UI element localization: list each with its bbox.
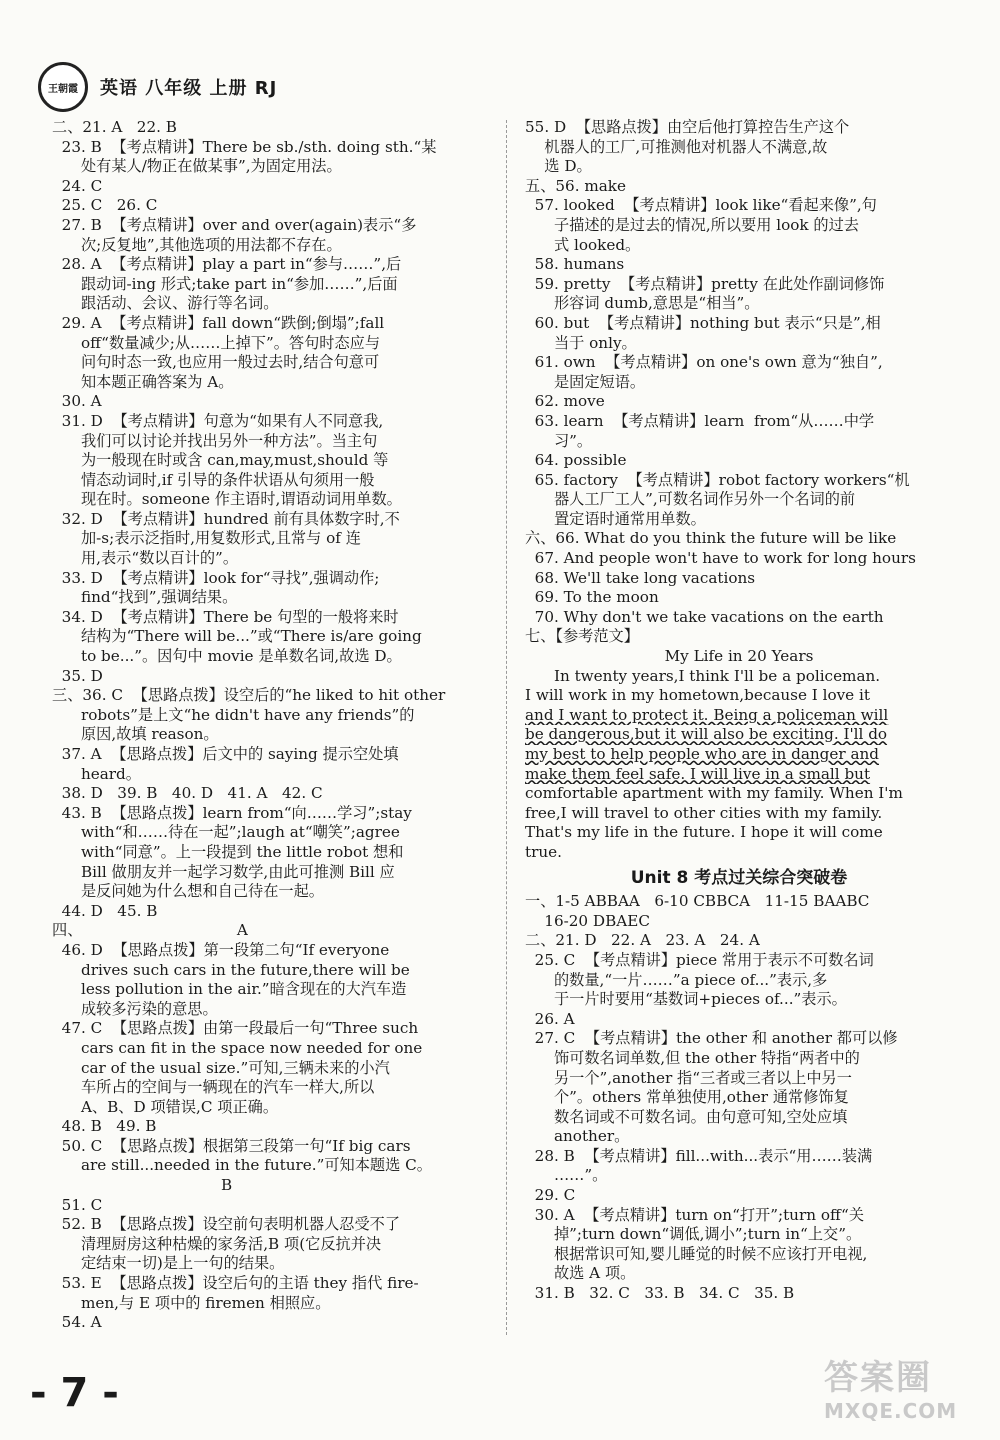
left_lines-line: 成较多污染的意思。 xyxy=(52,999,218,1018)
unit8.lines-line: 28. B 【考点精讲】fill...with...表示“用……装满 xyxy=(525,1146,873,1165)
right_lines_a-line: 器人工厂工人”,可数名词作另外一个名词的前 xyxy=(525,490,856,509)
left_lines-line: 32. D 【考点精讲】hundred 前有具体数字时,不 xyxy=(52,509,400,528)
unit8.lines-line: 26. A xyxy=(525,1009,575,1028)
right_lines_a-line: 形容词 dumb,意思是“相当”。 xyxy=(525,294,760,313)
left_lines-line: men,与 E 项中的 firemen 相照应。 xyxy=(52,1293,331,1312)
unit8.lines-line: 个”。others 常单独使用,other 通常修饰复 xyxy=(525,1088,849,1107)
right_lines_a-line: 是固定短语。 xyxy=(525,372,646,391)
right_lines_a-line: 五、56. make xyxy=(525,176,627,195)
right_lines_a-line: 六、66. What do you think the future will be like xyxy=(525,529,897,548)
left_lines-line: 29. A 【考点精讲】fall down“跌倒;倒塌”;fall xyxy=(52,313,385,332)
left-column xyxy=(52,118,484,1333)
right_lines_a-line: 当于 only。 xyxy=(525,333,637,352)
essay.lines-line: comfortable apartment with my family. When I'm xyxy=(525,784,903,803)
right_lines_a-line: 62. move xyxy=(525,392,605,411)
left_lines-line: are still...needed in the future.”可知本题选 C。 xyxy=(52,1156,432,1175)
left_lines-line: 我们可以讨论并找出另外一种方法”。当主句 xyxy=(52,431,378,450)
left_lines-line: 二、21. A 22. B xyxy=(52,118,177,136)
left_lines-line: 53. E 【思路点拨】设空后句的主语 they 指代 fire- xyxy=(52,1274,419,1293)
unit8.lines-line: 数名词或不可数名词。由句意可知,空处应填 xyxy=(525,1107,848,1126)
right_lines_a-line: 65. factory 【考点精讲】robot factory workers“机 xyxy=(525,470,910,489)
unit8.lines-line: 一、1-5 ABBAA 6-10 CBBCA 11-15 BAABC xyxy=(525,892,870,911)
left_lines-line: 处有某人/物正在做某事”,为固定用法。 xyxy=(52,157,342,176)
left_lines-line: 为一般现在时或含 can,may,must,should 等 xyxy=(52,451,389,470)
watermark-url: MXQE.COM xyxy=(824,1399,958,1423)
left_lines-line: 是反问她为什么想和自己待在一起。 xyxy=(52,882,324,901)
right-column xyxy=(525,118,953,1304)
right_lines_a-line: 55. D 【思路点拨】由空后他打算控告生产这个 xyxy=(525,118,850,136)
right_lines_a-line: 式 looked。 xyxy=(525,235,641,254)
essay.lines-line: free,I will travel to other cities with my family. xyxy=(525,803,883,822)
watermark xyxy=(824,1350,984,1423)
right_lines_a-line: 选 D。 xyxy=(525,157,592,176)
left_lines-line: 38. D 39. B 40. D 41. A 42. C xyxy=(52,784,323,803)
unit8.lines-line: 另一个”,another 指“三者或三者以上中另一 xyxy=(525,1068,852,1087)
left_lines-line: 四、 A xyxy=(52,921,248,940)
unit8.lines-line: 故选 A 项。 xyxy=(525,1264,636,1283)
left_lines-line: 次;反复地”,其他选项的用法都不存在。 xyxy=(52,235,342,254)
right_lines_a-line: 68. We'll take long vacations xyxy=(525,568,756,587)
left_lines-line: 现在时。someone 作主语时,谓语动词用单数。 xyxy=(52,490,402,509)
right_lines_a-line: 七、【参考范文】 xyxy=(525,627,639,646)
right_lines_a-line: 58. humans xyxy=(525,255,625,274)
left_lines-line: 44. D 45. B xyxy=(52,901,158,920)
book-title: 英语 八年级 上册 RJ xyxy=(100,78,278,99)
left_lines-line: off“数量减少;从……上掉下”。答句时态应与 xyxy=(52,333,381,352)
left_lines-line: 30. A xyxy=(52,392,102,411)
unit8.lines-line: another。 xyxy=(525,1127,630,1146)
left_lines-line: 37. A 【思路点拨】后文中的 saying 提示空处填 xyxy=(52,745,399,763)
left_lines-line: 用,表示“数以百计的”。 xyxy=(52,549,239,568)
left_lines-line: 28. A 【考点精讲】play a part in“参与……”,后 xyxy=(52,255,402,274)
left_lines-line: 54. A xyxy=(52,1313,102,1332)
left_lines-line: 定结束一切)是上一句的结果。 xyxy=(52,1254,285,1273)
left_lines-line: 三、36. C 【思路点拨】设空后的“he liked to hit other xyxy=(52,686,446,705)
left_lines-line: find“找到”,强调结果。 xyxy=(52,588,238,607)
left_lines-line: to be...”。因句中 movie 是单数名词,故选 D。 xyxy=(52,647,402,666)
left_lines-line: 27. B 【考点精讲】over and over(again)表示“多 xyxy=(52,215,417,234)
unit8.lines-line: 29. C xyxy=(525,1186,576,1205)
unit8.lines-line: 掉”;turn down“调低,调小”;turn in“上交”。 xyxy=(525,1225,862,1244)
page-number: - 7 - xyxy=(30,1370,119,1416)
left_lines-line: 52. B 【思路点拨】设空前句表明机器人忍受不了 xyxy=(52,1215,401,1234)
page-header xyxy=(38,62,277,112)
unit8.lines-line: 根据常识可知,婴儿睡觉的时候不应该打开电视, xyxy=(525,1244,868,1263)
right_lines_a-line: 64. possible xyxy=(525,451,627,470)
right_lines_a-line: 70. Why don't we take vacations on the earth xyxy=(525,607,884,626)
unit8.lines-line: 16-20 DBAEC xyxy=(525,911,650,930)
essay.lines-line: In twenty years,I think I'll be a policeman. xyxy=(525,666,881,685)
unit8.lines-line: 于一片时要用“基数词+pieces of...”表示。 xyxy=(525,990,847,1009)
unit8.lines-line: 25. C 【考点精讲】piece 常用于表示不可数名词 xyxy=(525,950,874,969)
essay-body xyxy=(525,667,953,863)
left_lines-line: robots”是上文“he didn't have any friends”的 xyxy=(52,705,415,724)
essay.lines-line: true. xyxy=(525,842,562,861)
right_lines_a-line: 60. but 【考点精讲】nothing but 表示“只是”,相 xyxy=(525,313,881,332)
left_lines-line: with“和……待在一起”;laugh at“嘲笑”;agree xyxy=(52,823,400,842)
left_lines-line: less pollution in the air.”暗含现在的大汽车造 xyxy=(52,980,407,999)
left_lines-line: 清理厨房这种枯燥的家务活,B 项(它反抗并决 xyxy=(52,1234,382,1253)
left_lines-line: 24. C xyxy=(52,176,103,195)
brand-logo: 王朝霞 xyxy=(38,62,88,112)
left_lines-line: 46. D 【思路点拨】第一段第二句“If everyone xyxy=(52,940,390,959)
left_lines-line: A、B、D 项错误,C 项正确。 xyxy=(52,1097,279,1116)
right_lines_a-line: 习”。 xyxy=(525,431,593,450)
left_lines-line: B xyxy=(52,1176,233,1195)
answers-section-5-7 xyxy=(525,118,953,647)
essay-title: My Life in 20 Years xyxy=(664,647,814,666)
left_lines-line: 34. D 【考点精讲】There be 句型的一般将来时 xyxy=(52,607,399,626)
left_lines-line: with“同意”。上一段提到 the little robot 想和 xyxy=(52,842,404,861)
left_lines-line: 47. C 【思路点拨】由第一段最后一句“Three such xyxy=(52,1019,419,1038)
unit8.lines-line: 的数量,“一片……”a piece of...”表示,多 xyxy=(525,970,828,989)
essay.lines-line: make them feel safe. I will live in a small but xyxy=(525,764,871,783)
unit8.lines-line: ……”。 xyxy=(525,1166,608,1185)
left_lines-line: Bill 做朋友并一起学习数学,由此可推测 Bill 应 xyxy=(52,862,395,881)
left_lines-line: 车所占的空间与一辆现在的汽车一样大,所以 xyxy=(52,1078,375,1097)
essay.lines-line: That's my life in the future. I hope it will come xyxy=(525,823,883,842)
left_lines-line: 情态动词时,if 引导的条件状语从句须用一般 xyxy=(52,470,375,489)
left_lines-line: 35. D xyxy=(52,666,103,685)
right_lines_a-line: 置定语时通常用单数。 xyxy=(525,509,706,528)
essay.lines-line: I will work in my hometown,because I love it xyxy=(525,686,870,705)
unit8.lines-line: 二、21. D 22. A 23. A 24. A xyxy=(525,931,760,950)
left_lines-line: cars can fit in the space now needed for one xyxy=(52,1038,423,1057)
unit-8-answers xyxy=(525,892,953,1303)
left_lines-line: 加-s;表示泛指时,用复数形式,且常与 of 连 xyxy=(52,529,361,548)
right_lines_a-line: 67. And people won't have to work for long hours xyxy=(525,549,916,568)
left_lines-line: 51. C xyxy=(52,1195,103,1214)
left_lines-line: car of the usual size.”可知,三辆未来的小汽 xyxy=(52,1058,390,1077)
left_lines-line: 问句时态一致,也应用一般过去时,结合句意可 xyxy=(52,353,380,372)
left_lines-line: 31. D 【考点精讲】句意为“如果有人不同意我, xyxy=(52,411,384,430)
right_lines_a-line: 子描述的是过去的情况,所以要用 look 的过去 xyxy=(525,215,859,234)
left_lines-line: 结构为“There will be...”或“There is/are going xyxy=(52,627,422,646)
watermark-logo-text: 答案圈 xyxy=(824,1358,932,1398)
unit8.lines-line: 30. A 【考点精讲】turn on“打开”;turn off“关 xyxy=(525,1205,865,1224)
left_lines-line: 33. D 【考点精讲】look for“寻找”,强调动作; xyxy=(52,568,380,587)
left_lines-line: 知本题正确答案为 A。 xyxy=(52,372,234,391)
right_lines_a-line: 57. looked 【考点精讲】look like“看起来像”,句 xyxy=(525,196,877,215)
essay.lines-line: be dangerous,but it will also be exciting. I'll do xyxy=(525,725,888,744)
left_lines-line: 原因,故填 reason。 xyxy=(52,725,219,744)
left_lines-line: drives such cars in the future,there will be xyxy=(52,960,410,979)
unit8.lines-line: 饰可数名词单数,但 the other 特指“两者中的 xyxy=(525,1048,860,1067)
essay.lines-line: and I want to protect it. Being a policeman will xyxy=(525,705,889,724)
left_lines-line: heard。 xyxy=(52,764,141,783)
left_lines-line: 跟活动、会议、游行等名词。 xyxy=(52,294,279,313)
left_lines-line: 23. B 【考点精讲】There be sb./sth. doing sth.“某 xyxy=(52,137,437,156)
right_lines_a-line: 61. own 【考点精讲】on one's own 意为“独自”, xyxy=(525,353,883,372)
unit8.lines-line: 31. B 32. C 33. B 34. C 35. B xyxy=(525,1284,795,1303)
right_lines_a-line: 63. learn 【考点精讲】learn from“从……中学 xyxy=(525,411,875,430)
unit-8-title: Unit 8 考点过关综合突破卷 xyxy=(630,867,848,888)
left_lines-line: 25. C 26. C xyxy=(52,196,158,215)
unit8.lines-line: 27. C 【考点精讲】the other 和 another 都可以修 xyxy=(525,1029,898,1048)
left_lines-line: 48. B 49. B xyxy=(52,1117,157,1136)
left_lines-line: 50. C 【思路点拨】根据第三段第一句“If big cars xyxy=(52,1136,411,1155)
left_lines-line: 43. B 【思路点拨】learn from“向……学习”;stay xyxy=(52,803,412,822)
left_lines-line: 跟动词-ing 形式;take part in“参加……”,后面 xyxy=(52,274,398,293)
essay.lines-line: my best to help people who are in danger and xyxy=(525,745,880,763)
column-divider xyxy=(506,120,507,1335)
right_lines_a-line: 59. pretty 【考点精讲】pretty 在此处作副词修饰 xyxy=(525,274,885,293)
right_lines_a-line: 69. To the moon xyxy=(525,588,659,607)
right_lines_a-line: 机器人的工厂,可推测他对机器人不满意,故 xyxy=(525,137,828,156)
